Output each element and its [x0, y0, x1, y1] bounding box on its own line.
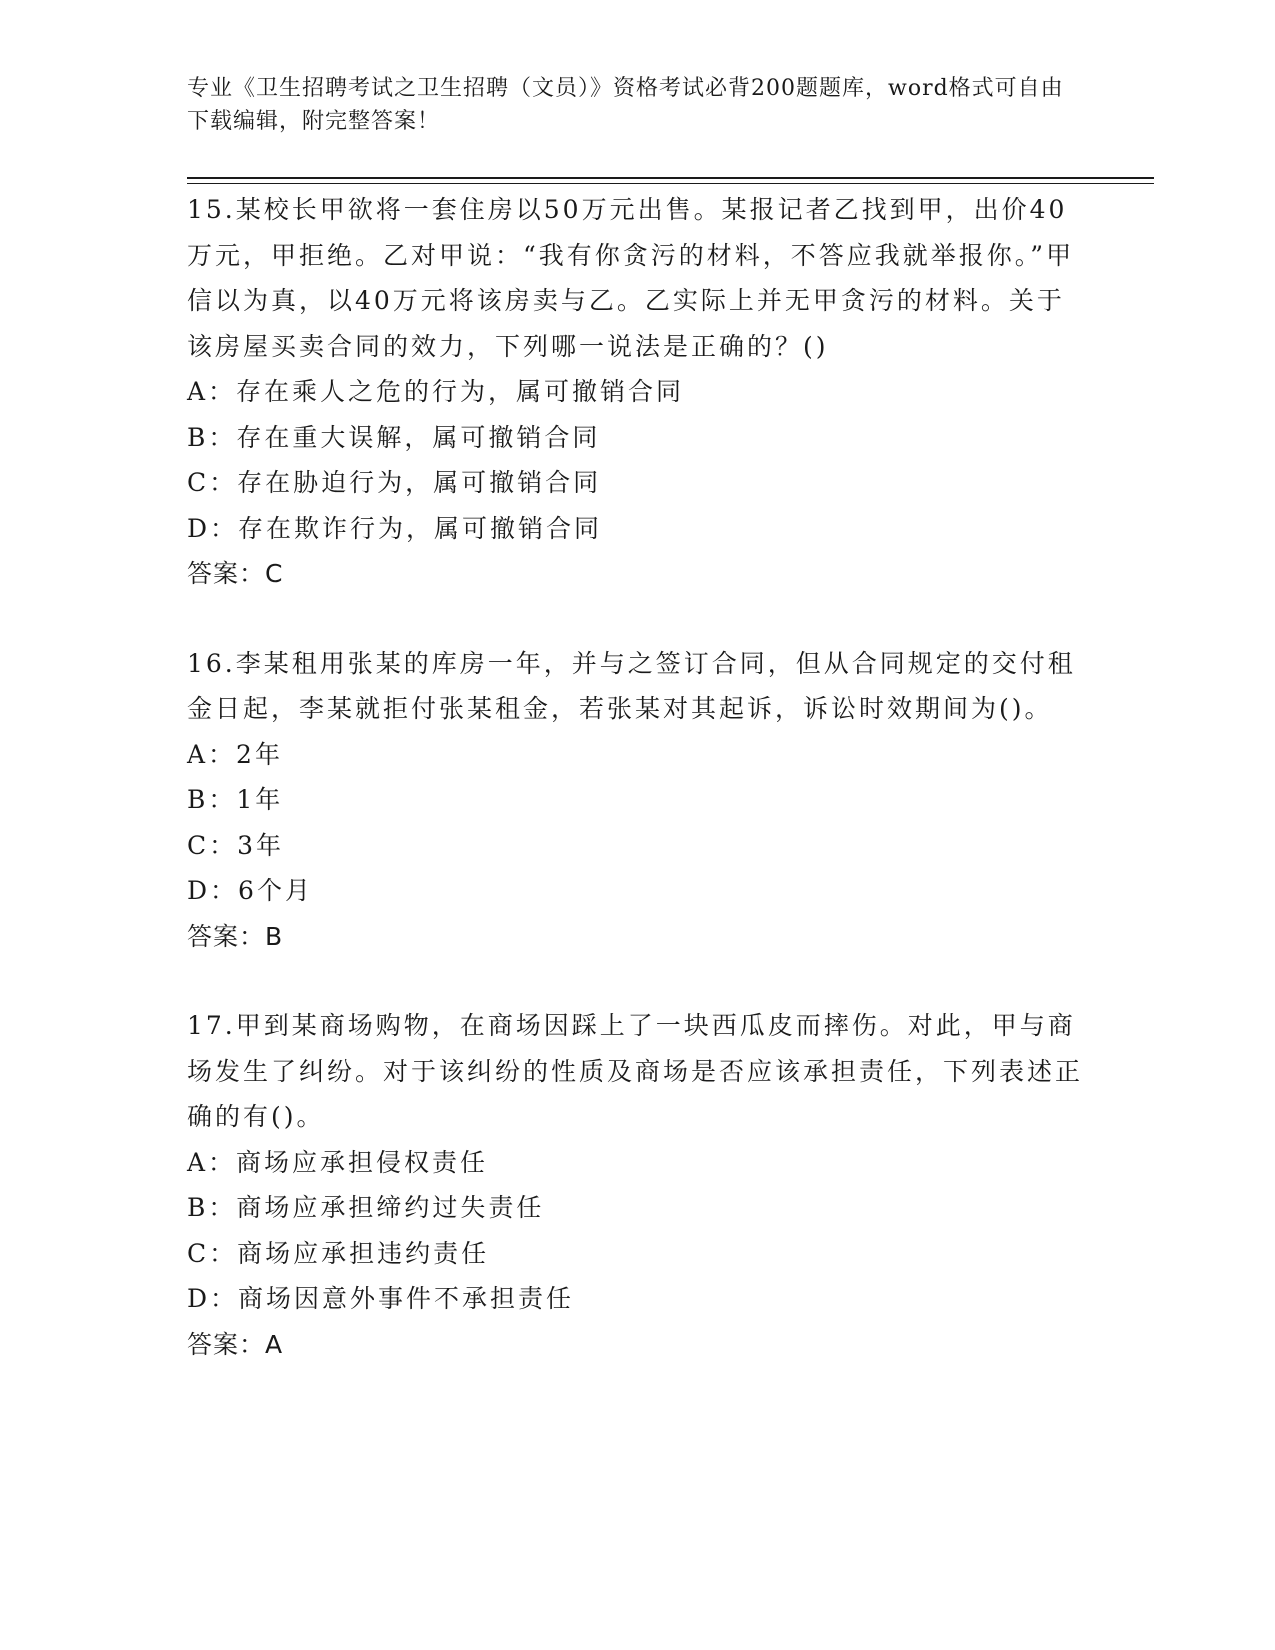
answer-line: 答案：B — [187, 921, 284, 951]
question-16 — [187, 641, 1087, 960]
answer-line: 答案：C — [187, 559, 284, 588]
option-a: A：存在乘人之危的行为，属可撤销合同 — [187, 377, 685, 406]
question-15 — [187, 187, 1087, 597]
header-divider-thin — [187, 183, 1154, 184]
option-a: A：2年 — [187, 739, 283, 769]
option-c: C：存在胁迫行为，属可撤销合同 — [187, 468, 602, 497]
document-header: 专业《卫生招聘考试之卫生招聘（文员）》资格考试必背200题题库，word格式可自由下载编辑，附完整答案！ — [187, 76, 1064, 134]
option-d: D：存在欺诈行为，属可撤销合同 — [187, 513, 603, 543]
answer-line: 答案：A — [187, 1329, 284, 1359]
option-b: B：存在重大误解，属可撤销合同 — [187, 422, 601, 452]
header-divider-thick — [187, 177, 1154, 179]
question-list — [187, 187, 1087, 1411]
option-b: B：1年 — [187, 785, 284, 814]
question-17 — [187, 1003, 1087, 1367]
option-d: D：6个月 — [187, 876, 313, 905]
question-stem: 17.甲到某商场购物，在商场因踩上了一块西瓜皮而摔伤。对此，甲与商场发生了纠纷。对于该纠纷的性质及商场是否应该承担责任，下列表述正确的有()。 — [187, 1011, 1084, 1131]
question-stem: 15.某校长甲欲将一套住房以50万元出售。某报记者乙找到甲，出价40万元，甲拒绝。乙对甲说：“我有你贪污的材料，不答应我就举报你。”甲信以为真，以40万元将该房卖与乙。乙实际上并无甲贪污的材料。关于该房屋买卖合同的效力，下列哪一说法是正确的？() — [187, 195, 1075, 361]
option-c: C：商场应承担违约责任 — [187, 1238, 490, 1268]
option-c: C：3年 — [187, 830, 285, 860]
question-stem: 16.李某租用张某的库房一年，并与之签订合同，但从合同规定的交付租金日起，李某就拒付张某租金，若张某对其起诉，诉讼时效期间为()。 — [187, 648, 1076, 723]
option-a: A：商场应承担侵权责任 — [187, 1147, 489, 1177]
option-d: D：商场因意外事件不承担责任 — [187, 1284, 575, 1313]
option-b: B：商场应承担缔约过失责任 — [187, 1193, 545, 1222]
